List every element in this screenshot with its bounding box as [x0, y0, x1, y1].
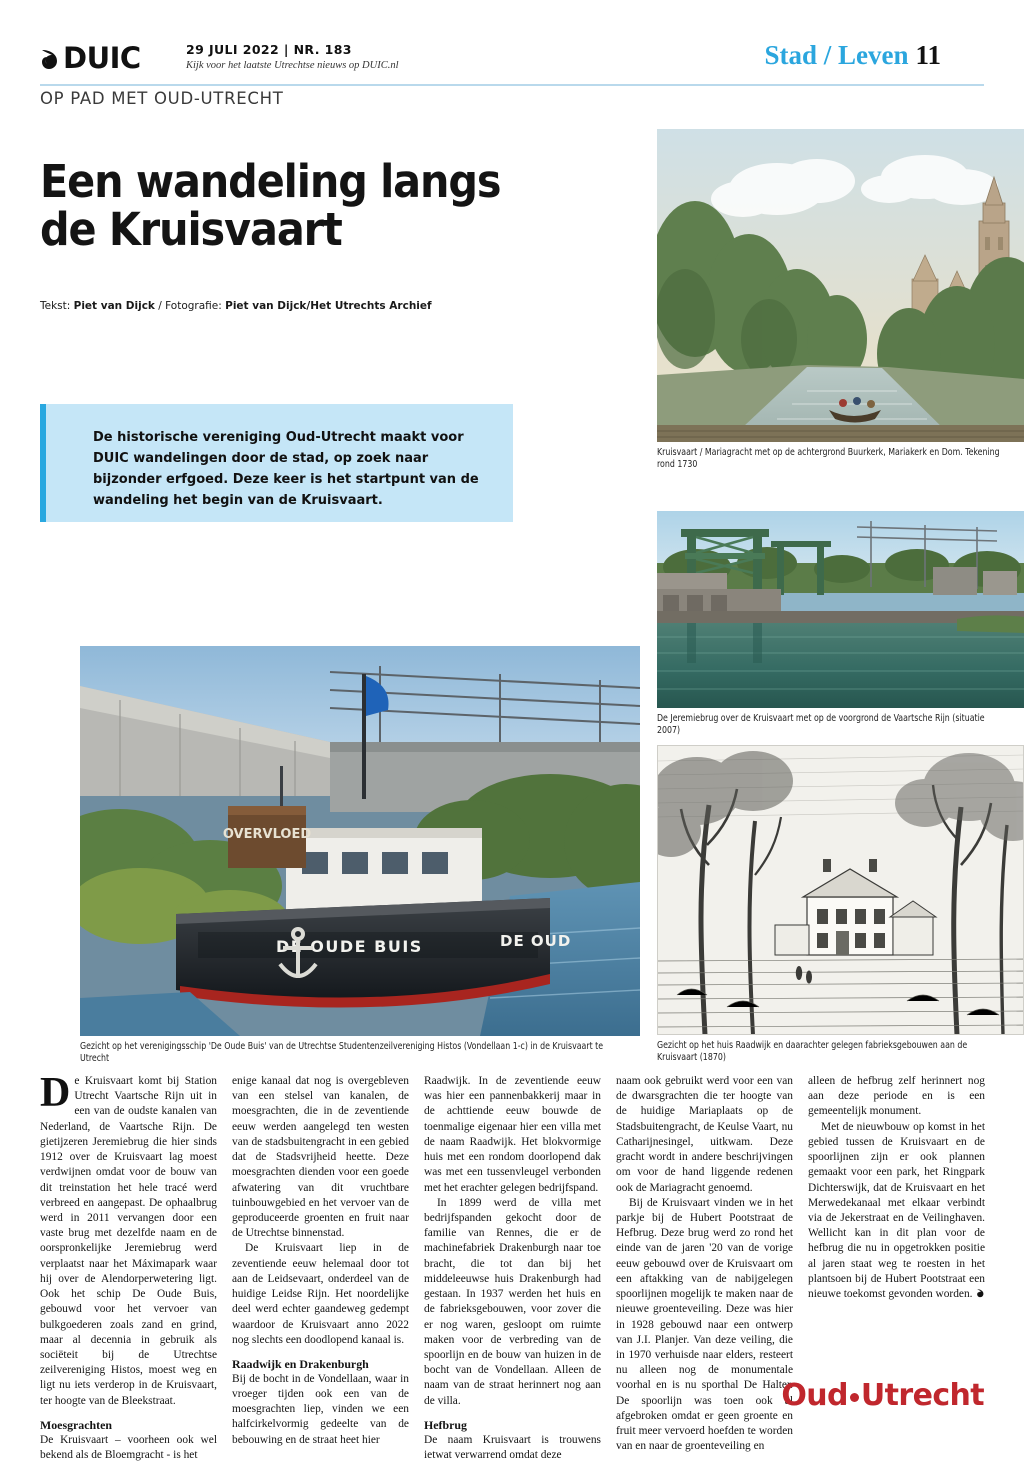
paragraph: De naam Kruisvaart is trouwens ietwat verwarrend omdat deze — [424, 1433, 601, 1461]
duic-logo[interactable] — [40, 41, 141, 75]
paragraph: enige kanaal dat nog is overgebleven van een stelsel van kanalen, de moesgrachten, die in de zeventiende eeuw werden aangelegd ten westen van de stadsbuitengracht in een gebied dat de Stadsvrijheid heette. Deze moesgrachten dienden voor een goede afwatering van dit vruchtbare tuinbouwgebied en het vervoer van de geproduceerde groenten en fruit naar de Utrechtse binnenstad. — [232, 1075, 409, 1240]
figure-caption: Gezicht op het verenigingsschip 'De Oude Buis' van de Utrechtse Studentenzeilvereniging Histos (Vondellaan 1-c) in de Kruisvaart te Utrecht — [80, 1041, 604, 1064]
paragraph: naam ook gebruikt werd voor een van de dwarsgrachten die ter hoogte van de huidige Mariaplaats op de Stadsbuitengracht, de Keulse Vaart, nu Catharijnesingel, uitkwam. Deze gracht wordt in andere beschrijvingen om voor de hand liggende redenen ook de Mariagracht genoemd. — [616, 1075, 793, 1194]
oud-utrecht-logo-dot-icon — [850, 1393, 859, 1402]
paragraph: Raadwijk. In de zeventiende eeuw was hier een pannenbakkerij maar in de achttiende eeuw bouwde de toenmalige eigenaar hier een villa met de naam Raadwijk. Het blokvormige huis met een rondom doorlopend dak was met een tussenvleugel verbonden met het erachter gelegen bedrijfspand. — [424, 1075, 601, 1194]
figure-image-de-oude-buis — [80, 646, 640, 1036]
oud-utrecht-logo-part2: Utrecht — [860, 1378, 984, 1413]
duic-leaf-icon — [40, 47, 60, 71]
figure-drawing-kruisvaart — [657, 129, 1024, 470]
figure-image-jeremiebrug — [657, 511, 1024, 708]
duic-wordmark: DUIC — [63, 41, 141, 75]
figure-caption: Kruisvaart / Mariagracht met op de achtergrond Buurkerk, Mariakerk en Dom. Tekening rond 1730 — [657, 447, 1000, 470]
figure-photo-jeremiebrug — [657, 511, 1024, 736]
paragraph: In 1899 werd de villa met bedrijfspanden gekocht door de familie van Rennes, die er de machinefabriek Drakenburgh naar toe bracht, die tot dan bij het middeleeuwse huis Drakenburgh had gestaan. In 1937 werden het huis en de fabrieksgebouwen, voor zover die er nog waren, gesloopt om ruimte maken voor de verbreding van de spoorlijn en de bouw van huizen in de bocht van de Vondellaan. Alleen de naam van de straat herinnert nog aan de villa. — [424, 1196, 601, 1407]
svg-text:OVERVLOED: OVERVLOED — [222, 827, 312, 842]
paragraph — [808, 1120, 985, 1303]
paragraph: alleen de hefbrug zelf herinnert nog aan deze periode en is een gemeentelijk monument. — [808, 1075, 985, 1118]
paragraph — [40, 1070, 217, 1409]
subheading-raadwijk-drakenburgh: Raadwijk en Drakenburgh — [232, 1356, 369, 1371]
page-number: 11 — [915, 40, 941, 70]
byline-author: Piet van Dijck — [73, 300, 155, 312]
intro-box — [40, 404, 513, 522]
article-kicker: OP PAD MET OUD-UTRECHT — [40, 89, 284, 108]
paragraph: Bij de bocht in de Vondellaan, waar in vroeger tijden ook een van de moesgrachten liep, vinden we een halfcirkelvormig gedeelte van de bebouwing en de straat heet hier — [232, 1372, 409, 1446]
byline — [40, 300, 580, 312]
figure-image-drawing-kruisvaart — [657, 129, 1024, 442]
oud-utrecht-logo-part1: Oud — [781, 1378, 848, 1413]
body-column-1 — [40, 1070, 217, 1463]
header-divider — [40, 84, 984, 86]
body-column-4 — [616, 1074, 793, 1463]
subheading-moesgrachten: Moesgrachten — [40, 1417, 112, 1432]
issue-date: 29 JULI 2022 | NR. 183 — [186, 42, 352, 57]
svg-text:DE OUD: DE OUD — [500, 932, 572, 950]
oud-utrecht-logo[interactable] — [781, 1378, 984, 1413]
issue-tagline: Kijk voor het laatste Utrechtse nieuws op DUIC.nl — [186, 60, 399, 71]
masthead — [40, 40, 984, 88]
paragraph-text: e Kruisvaart komt bij Station Utrecht Vaartsche Rijn uit in een van de oudste kanalen van Nederland, de Vaartsche Rijn. De gietijzeren Jeremiebrug die hier sinds 1912 over de Kruisvaart lag moest verdwijnen omdat voor de bouw van dit treinstation het hele tracé werd verbreed en aangepast. De ophaalbrug werd in 2011 vervangen door een vaste brug met dezelfde naam en de oorspronkelijke Jeremiebrug werd verplaatst naar het Máximapark waar hij over de Alendorperwetering ligt. Ook het schip De Oude Buis, gebouwd voor het vervoer van bulkgoederen zoals zand en grind, maar al decennia in gebruik als sociëteit bij de Utrechtse zeilvereniging Histos, moest weg en ligt nu iets verderop in de Kruisvaart, ter hoogte van de Bleekstraat. — [40, 1075, 217, 1407]
byline-photo-label: / Fotografie: — [154, 300, 226, 312]
subheading-hefbrug: Hefbrug — [424, 1417, 467, 1432]
figure-caption: De Jeremiebrug over de Kruisvaart met op de voorgrond de Vaartsche Rijn (situatie 2007) — [657, 713, 985, 736]
paragraph: Bij de Kruisvaart vinden we in het parkje bij de Hubert Pootstraat de Hefbrug. Deze brug werd zo rond het einde van de jaren '20 van de vorige eeuw gebouwd over de Kruisvaart om een aftakking van de nabijgelegen spoorlijnen mogelijk te maken naar de nieuwe groenteveiling. Deze was hier in 1928 gebouwd naar een ontwerp van J.I. Planjer. Van deze veiling, die in 1970 verhuisde naar elders, resteert nu alleen nog de monumentale voorhal en is nu sporthal De Halter. De spoorlijn was toen ook al afgebroken omdat er geen groente en fruit meer vervoerd hoefden te worden van en naar de groenteveiling en — [616, 1196, 793, 1453]
body-column-3 — [424, 1074, 601, 1463]
section-name: Stad / Leven — [764, 40, 909, 70]
byline-photographer: Piet van Dijck/Het Utrechts Archief — [225, 300, 432, 312]
page-title: Een wandeling langs de Kruisvaart — [40, 155, 501, 256]
figure-photo-de-oude-buis — [80, 646, 640, 1064]
byline-text-label: Tekst: — [40, 300, 74, 312]
paragraph: De Kruisvaart liep in de zeventiende eeuw helemaal door tot aan de Leidsevaart, onderdeel van de huidige Leidse Rijn. Het noordelijke deel werd echter gaandeweg gedempt waardoor de Kruisvaart anno 2022 nog slechts een doodlopend kanaal is. — [232, 1242, 409, 1346]
drop-cap: D — [40, 1070, 71, 1116]
issue-info — [186, 42, 399, 71]
paragraph: De Kruisvaart – voorheen ook wel bekend als de Bloemgracht - is het — [40, 1433, 217, 1461]
body-column-2 — [232, 1074, 409, 1463]
figure-caption: Gezicht op het huis Raadwijk en daarachter gelegen fabrieksgebouwen aan de Kruisvaart (1870) — [657, 1040, 968, 1063]
intro-accent-bar — [40, 404, 46, 522]
section-label — [764, 40, 941, 71]
intro-text: De historische vereniging Oud-Utrecht maakt voor DUIC wandelingen door de stad, op zoek naar bijzonder erfgoed. Deze keer is het startpunt van de wandeling het begin van de Kruisvaart. — [93, 430, 479, 509]
article-body — [40, 1070, 986, 1461]
svg-text:DE OUDE BUIS: DE OUDE BUIS — [276, 937, 423, 956]
duic-endmark-icon — [976, 1288, 985, 1298]
paragraph-text: Met de nieuwbouw op komst in het gebied tussen de Kruisvaart en de spoorlijnen zijn er ook plannen gemaakt voor een park, het Ringpark Dichterswijk, dat de Kruisvaart en het Merwedekanaal met elkaar verbindt via de Jekerstraat en de Veilinghaven. Wellicht kan in dit plan voor de hefbrug die nu in opgetrokken positie al jaren staat weg te roesten in het plantsoen bij de Hubert Pootstraat een nieuwe toekomst gevonden worden. — [808, 1120, 985, 1301]
figure-image-raadwijk — [657, 745, 1024, 1035]
figure-engraving-raadwijk — [657, 745, 1024, 1063]
